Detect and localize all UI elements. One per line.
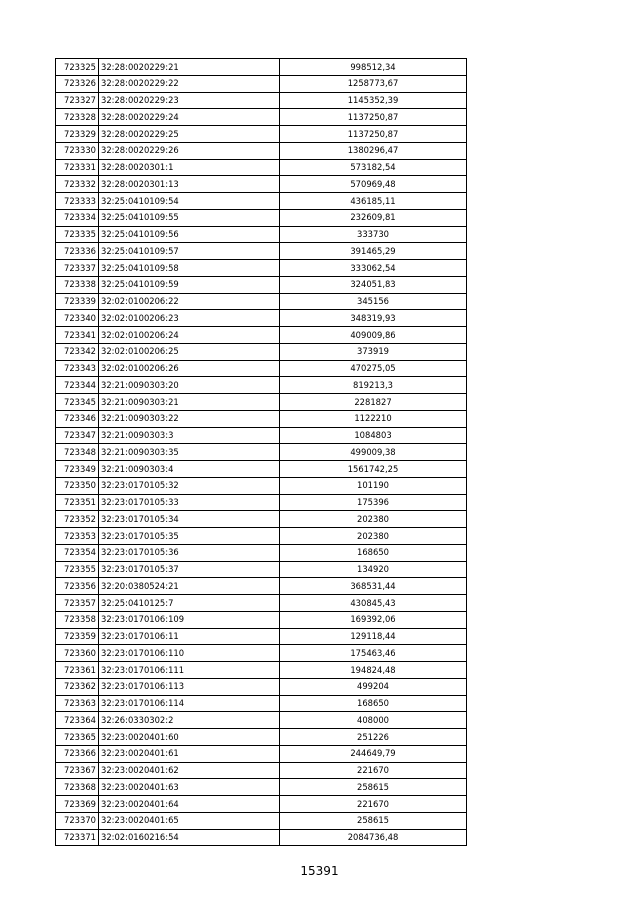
row-id-cell: 723351	[56, 494, 99, 511]
value-cell: 258615	[280, 779, 467, 796]
row-id-cell: 723358	[56, 611, 99, 628]
table-row	[56, 779, 467, 796]
value-cell: 244649,79	[280, 745, 467, 762]
value-cell: 101190	[280, 477, 467, 494]
table-row	[56, 461, 467, 478]
cadastral-number-cell: 32:23:0020401:61	[99, 745, 280, 762]
row-id-cell: 723355	[56, 561, 99, 578]
row-id-cell: 723356	[56, 578, 99, 595]
cadastral-number-cell: 32:23:0170106:109	[99, 611, 280, 628]
table-row	[56, 829, 467, 846]
row-id-cell: 723354	[56, 544, 99, 561]
row-id-cell: 723346	[56, 410, 99, 427]
value-cell: 373919	[280, 343, 467, 360]
row-id-cell: 723344	[56, 377, 99, 394]
cadastral-number-cell: 32:23:0170106:110	[99, 645, 280, 662]
value-cell: 168650	[280, 544, 467, 561]
row-id-cell: 723352	[56, 511, 99, 528]
cadastral-number-cell: 32:25:0410109:55	[99, 209, 280, 226]
row-id-cell: 723342	[56, 343, 99, 360]
cadastral-number-cell: 32:23:0170105:33	[99, 494, 280, 511]
page-number: 15391	[300, 864, 339, 878]
cadastral-number-cell: 32:02:0100206:24	[99, 327, 280, 344]
cadastral-number-cell: 32:21:0090303:35	[99, 444, 280, 461]
cadastral-number-cell: 32:20:0380524:21	[99, 578, 280, 595]
value-cell: 345156	[280, 293, 467, 310]
cadastral-number-cell: 32:25:0410109:56	[99, 226, 280, 243]
cadastral-number-cell: 32:23:0170105:37	[99, 561, 280, 578]
table-row	[56, 812, 467, 829]
data-table	[55, 58, 467, 846]
value-cell: 168650	[280, 695, 467, 712]
table-row	[56, 159, 467, 176]
table-row	[56, 260, 467, 277]
cadastral-number-cell: 32:23:0170105:36	[99, 544, 280, 561]
table-row	[56, 796, 467, 813]
cadastral-number-cell: 32:25:0410109:59	[99, 276, 280, 293]
value-cell: 221670	[280, 796, 467, 813]
table-row	[56, 645, 467, 662]
cadastral-number-cell: 32:21:0090303:3	[99, 427, 280, 444]
value-cell: 232609,81	[280, 209, 467, 226]
table-row	[56, 528, 467, 545]
cadastral-number-cell: 32:25:0410109:54	[99, 193, 280, 210]
cadastral-number-cell: 32:23:0020401:62	[99, 762, 280, 779]
row-id-cell: 723338	[56, 276, 99, 293]
table-row	[56, 662, 467, 679]
table-row	[56, 762, 467, 779]
cadastral-number-cell: 32:25:0410109:57	[99, 243, 280, 260]
value-cell: 251226	[280, 729, 467, 746]
table-row	[56, 427, 467, 444]
table-row	[56, 595, 467, 612]
row-id-cell: 723329	[56, 126, 99, 143]
row-id-cell: 723345	[56, 394, 99, 411]
cadastral-number-cell: 32:23:0170106:11	[99, 628, 280, 645]
cadastral-number-cell: 32:28:0020301:1	[99, 159, 280, 176]
value-cell: 573182,54	[280, 159, 467, 176]
cadastral-number-cell: 32:28:0020229:23	[99, 92, 280, 109]
value-cell: 221670	[280, 762, 467, 779]
value-cell: 169392,06	[280, 611, 467, 628]
value-cell: 1380296,47	[280, 142, 467, 159]
table-row	[56, 729, 467, 746]
row-id-cell: 723339	[56, 293, 99, 310]
table-row	[56, 126, 467, 143]
value-cell: 819213,3	[280, 377, 467, 394]
row-id-cell: 723348	[56, 444, 99, 461]
cadastral-number-cell: 32:21:0090303:20	[99, 377, 280, 394]
table-row	[56, 511, 467, 528]
row-id-cell: 723364	[56, 712, 99, 729]
value-cell: 570969,48	[280, 176, 467, 193]
row-id-cell: 723369	[56, 796, 99, 813]
table-row	[56, 561, 467, 578]
table-row	[56, 712, 467, 729]
cadastral-number-cell: 32:02:0160216:54	[99, 829, 280, 846]
cadastral-number-cell: 32:23:0170105:35	[99, 528, 280, 545]
cadastral-number-cell: 32:23:0170106:114	[99, 695, 280, 712]
table-row	[56, 293, 467, 310]
cadastral-number-cell: 32:21:0090303:4	[99, 461, 280, 478]
table-row	[56, 343, 467, 360]
row-id-cell: 723371	[56, 829, 99, 846]
row-id-cell: 723365	[56, 729, 99, 746]
cadastral-number-cell: 32:28:0020229:21	[99, 59, 280, 76]
table-row	[56, 226, 467, 243]
value-cell: 202380	[280, 528, 467, 545]
cadastral-number-cell: 32:25:0410125:7	[99, 595, 280, 612]
row-id-cell: 723334	[56, 209, 99, 226]
row-id-cell: 723357	[56, 595, 99, 612]
cadastral-number-cell: 32:23:0020401:63	[99, 779, 280, 796]
value-cell: 348319,93	[280, 310, 467, 327]
value-cell: 1561742,25	[280, 461, 467, 478]
value-cell: 368531,44	[280, 578, 467, 595]
value-cell: 430845,43	[280, 595, 467, 612]
value-cell: 129118,44	[280, 628, 467, 645]
value-cell: 175396	[280, 494, 467, 511]
cadastral-number-cell: 32:21:0090303:22	[99, 410, 280, 427]
table-row	[56, 578, 467, 595]
table-row	[56, 209, 467, 226]
table-row	[56, 695, 467, 712]
row-id-cell: 723360	[56, 645, 99, 662]
value-cell: 1145352,39	[280, 92, 467, 109]
value-cell: 436185,11	[280, 193, 467, 210]
table-row	[56, 477, 467, 494]
cadastral-number-cell: 32:25:0410109:58	[99, 260, 280, 277]
table-row	[56, 494, 467, 511]
cadastral-number-cell: 32:23:0170105:34	[99, 511, 280, 528]
value-cell: 499204	[280, 678, 467, 695]
value-cell: 2084736,48	[280, 829, 467, 846]
value-cell: 1122210	[280, 410, 467, 427]
value-cell: 409009,86	[280, 327, 467, 344]
table-row	[56, 92, 467, 109]
row-id-cell: 723327	[56, 92, 99, 109]
table-row	[56, 678, 467, 695]
value-cell: 1258773,67	[280, 75, 467, 92]
value-cell: 391465,29	[280, 243, 467, 260]
row-id-cell: 723325	[56, 59, 99, 76]
row-id-cell: 723370	[56, 812, 99, 829]
cadastral-number-cell: 32:23:0020401:64	[99, 796, 280, 813]
value-cell: 470275,05	[280, 360, 467, 377]
cadastral-number-cell: 32:23:0170106:111	[99, 662, 280, 679]
table-row	[56, 544, 467, 561]
table-row	[56, 75, 467, 92]
row-id-cell: 723331	[56, 159, 99, 176]
value-cell: 499009,38	[280, 444, 467, 461]
value-cell: 1084803	[280, 427, 467, 444]
row-id-cell: 723333	[56, 193, 99, 210]
cadastral-number-cell: 32:02:0100206:25	[99, 343, 280, 360]
value-cell: 2281827	[280, 394, 467, 411]
table-row	[56, 176, 467, 193]
cadastral-number-cell: 32:23:0020401:60	[99, 729, 280, 746]
table-row	[56, 745, 467, 762]
cadastral-number-cell: 32:28:0020229:22	[99, 75, 280, 92]
row-id-cell: 723336	[56, 243, 99, 260]
value-cell: 333062,54	[280, 260, 467, 277]
table-row	[56, 410, 467, 427]
table-body	[56, 59, 467, 846]
cadastral-number-cell: 32:02:0100206:23	[99, 310, 280, 327]
row-id-cell: 723330	[56, 142, 99, 159]
table-row	[56, 360, 467, 377]
table-row	[56, 243, 467, 260]
table-row	[56, 276, 467, 293]
value-cell: 258615	[280, 812, 467, 829]
value-cell: 1137250,87	[280, 109, 467, 126]
table-row	[56, 377, 467, 394]
value-cell: 333730	[280, 226, 467, 243]
value-cell: 202380	[280, 511, 467, 528]
row-id-cell: 723340	[56, 310, 99, 327]
table-row	[56, 444, 467, 461]
row-id-cell: 723359	[56, 628, 99, 645]
row-id-cell: 723341	[56, 327, 99, 344]
value-cell: 324051,83	[280, 276, 467, 293]
row-id-cell: 723335	[56, 226, 99, 243]
cadastral-number-cell: 32:02:0100206:22	[99, 293, 280, 310]
value-cell: 194824,48	[280, 662, 467, 679]
cadastral-number-cell: 32:28:0020229:24	[99, 109, 280, 126]
table-row	[56, 327, 467, 344]
table-row	[56, 310, 467, 327]
row-id-cell: 723349	[56, 461, 99, 478]
row-id-cell: 723368	[56, 779, 99, 796]
value-cell: 998512,34	[280, 59, 467, 76]
row-id-cell: 723326	[56, 75, 99, 92]
cadastral-number-cell: 32:21:0090303:21	[99, 394, 280, 411]
cadastral-number-cell: 32:23:0020401:65	[99, 812, 280, 829]
row-id-cell: 723366	[56, 745, 99, 762]
cadastral-number-cell: 32:23:0170105:32	[99, 477, 280, 494]
table-row	[56, 142, 467, 159]
value-cell: 134920	[280, 561, 467, 578]
row-id-cell: 723367	[56, 762, 99, 779]
cadastral-number-cell: 32:02:0100206:26	[99, 360, 280, 377]
row-id-cell: 723332	[56, 176, 99, 193]
row-id-cell: 723343	[56, 360, 99, 377]
row-id-cell: 723353	[56, 528, 99, 545]
row-id-cell: 723362	[56, 678, 99, 695]
row-id-cell: 723347	[56, 427, 99, 444]
table-row	[56, 59, 467, 76]
value-cell: 175463,46	[280, 645, 467, 662]
table-row	[56, 611, 467, 628]
table-row	[56, 394, 467, 411]
cadastral-number-cell: 32:26:0330302:2	[99, 712, 280, 729]
row-id-cell: 723361	[56, 662, 99, 679]
value-cell: 408000	[280, 712, 467, 729]
cadastral-number-cell: 32:28:0020301:13	[99, 176, 280, 193]
row-id-cell: 723328	[56, 109, 99, 126]
table-row	[56, 109, 467, 126]
row-id-cell: 723363	[56, 695, 99, 712]
table-row	[56, 193, 467, 210]
cadastral-number-cell: 32:28:0020229:26	[99, 142, 280, 159]
row-id-cell: 723337	[56, 260, 99, 277]
cadastral-number-cell: 32:23:0170106:113	[99, 678, 280, 695]
table-row	[56, 628, 467, 645]
row-id-cell: 723350	[56, 477, 99, 494]
cadastral-number-cell: 32:28:0020229:25	[99, 126, 280, 143]
value-cell: 1137250,87	[280, 126, 467, 143]
